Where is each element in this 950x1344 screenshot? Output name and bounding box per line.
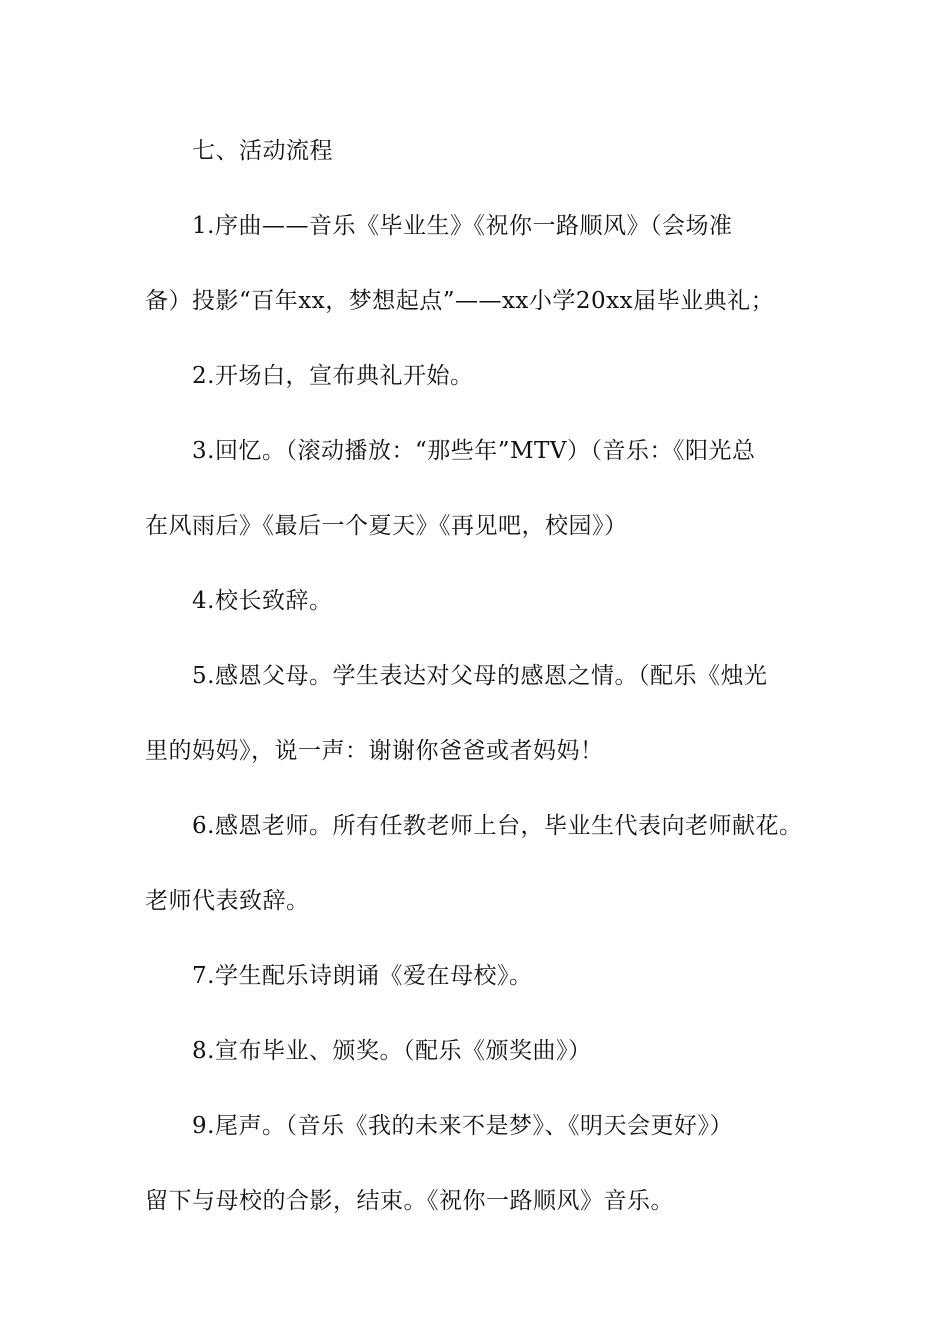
item-1-line-1: 1.序曲——音乐《毕业生》《祝你一路顺风》（会场准 <box>192 213 733 239</box>
item-7: 7.学生配乐诗朗诵《爱在母校》。 <box>192 963 533 989</box>
item-5-line-1: 5.感恩父母。学生表达对父母的感恩之情。（配乐《烛光 <box>192 663 768 689</box>
item-6-line-1: 6.感恩老师。所有任教老师上台，毕业生代表向老师献花。 <box>192 813 803 839</box>
section-heading: 七、活动流程 <box>192 138 333 164</box>
item-5-line-2: 里的妈妈》，说一声：谢谢你爸爸或者妈妈！ <box>145 738 604 764</box>
item-8: 8.宣布毕业、颁奖。（配乐《颁奖曲》） <box>192 1038 592 1064</box>
item-3-line-1: 3.回忆。（滚动播放：“那些年”MTV）（音乐：《阳光总 <box>192 438 756 464</box>
item-3-line-2: 在风雨后》《最后一个夏天》《再见吧，校园》） <box>145 513 628 539</box>
item-6-line-2: 老师代表致辞。 <box>145 888 310 914</box>
item-2: 2.开场白，宣布典礼开始。 <box>192 363 474 389</box>
item-9-line-1: 9.尾声。（音乐《我的未来不是梦》、《明天会更好》） <box>192 1113 733 1139</box>
item-1-line-2: 备）投影“百年xx，梦想起点”——xx小学20xx届毕业典礼； <box>145 288 775 314</box>
item-9-line-2: 留下与母校的合影，结束。《祝你一路顺风》音乐。 <box>145 1188 674 1214</box>
item-4: 4.校长致辞。 <box>192 588 333 614</box>
